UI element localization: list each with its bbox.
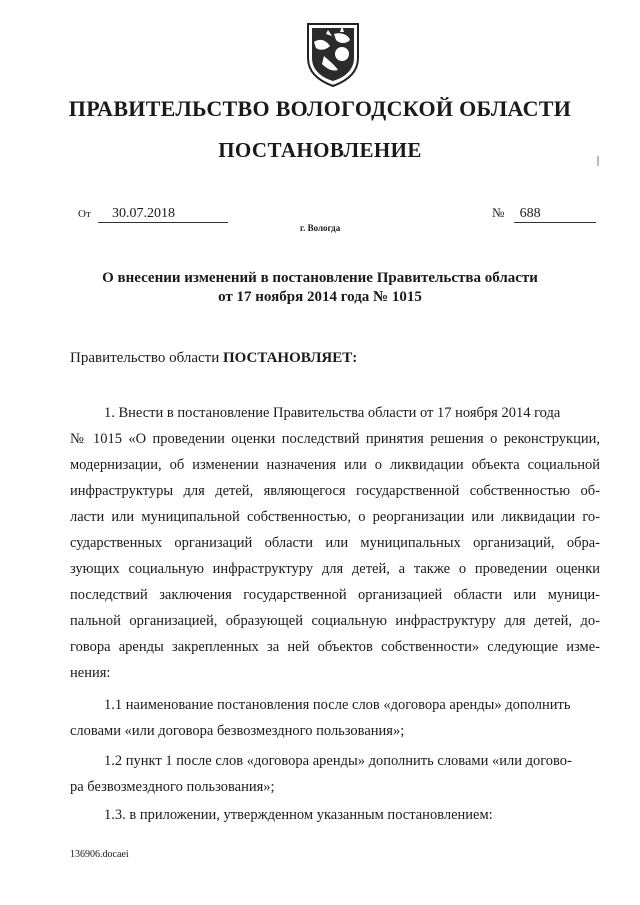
body-line: 1.1 наименование постановления после слов «договора аренды» дополнить [104, 697, 571, 713]
body-line: словами «или договора безвозмездного пользования»; [70, 723, 405, 739]
body-line: говора аренды закрепленных за ней объектов собственности» следующие изме- [70, 639, 600, 655]
body-line: сударственных организаций области или муниципальных организаций, обра- [70, 535, 600, 551]
organization-title: ПРАВИТЕЛЬСТВО ВОЛОГОДСКОЙ ОБЛАСТИ [68, 96, 572, 121]
body-line: зующих социальную инфраструктуру для детей, а также о проведении оценки [70, 561, 600, 577]
document-number: 688 [514, 206, 596, 223]
number-label: № [492, 205, 505, 220]
subject-line-2: от 17 ноября 2014 года № 1015 [218, 289, 422, 305]
body-line: модернизации, об изменении назначения или о ликвидации объекта социальной [70, 457, 600, 473]
preamble-text: Правительство области [70, 350, 223, 366]
body-line: ласти или муниципальной собственностью, о реорганизации или ликвидации го- [70, 509, 600, 525]
body-line: 1. Внести в постановление Правительства области от 17 ноября 2014 года [104, 405, 561, 421]
body-line: последствий заключения государственной организацией области или муници- [70, 587, 600, 603]
body-line: 1.3. в приложении, утвержденном указанным постановлением: [104, 807, 493, 823]
margin-mark [597, 156, 599, 166]
body-line: нения: [70, 665, 111, 681]
body-line: инфраструктуры для детей, являющегося государственной собственностью об- [70, 483, 600, 499]
body-line: 1.2 пункт 1 после слов «договора аренды» дополнить словами «или догово- [104, 753, 572, 769]
body-line: ра безвозмездного пользования»; [70, 779, 275, 795]
vologda-coat-of-arms-icon [304, 20, 362, 88]
document-subject [60, 269, 580, 307]
document-date: 30.07.2018 [98, 206, 228, 223]
date-label: От [78, 208, 91, 220]
subject-line-1: О внесении изменений в постановление Правительства области [102, 270, 538, 286]
body-line: пальной организацией, образующей социальную инфраструктуру для детей, до- [70, 613, 600, 629]
body-line: № 1015 «О проведении оценки последствий принятия решения о реконструкции, [70, 431, 600, 447]
document-date-field [78, 205, 228, 223]
file-name-footer: 136906.docaei [70, 849, 129, 860]
preamble-bold: ПОСТАНОВЛЯЕТ: [222, 350, 358, 366]
document-type-title: ПОСТАНОВЛЕНИЕ [218, 138, 422, 162]
document-number-field [492, 205, 596, 223]
city-label: г. Вологда [300, 223, 341, 233]
preamble [70, 350, 357, 367]
